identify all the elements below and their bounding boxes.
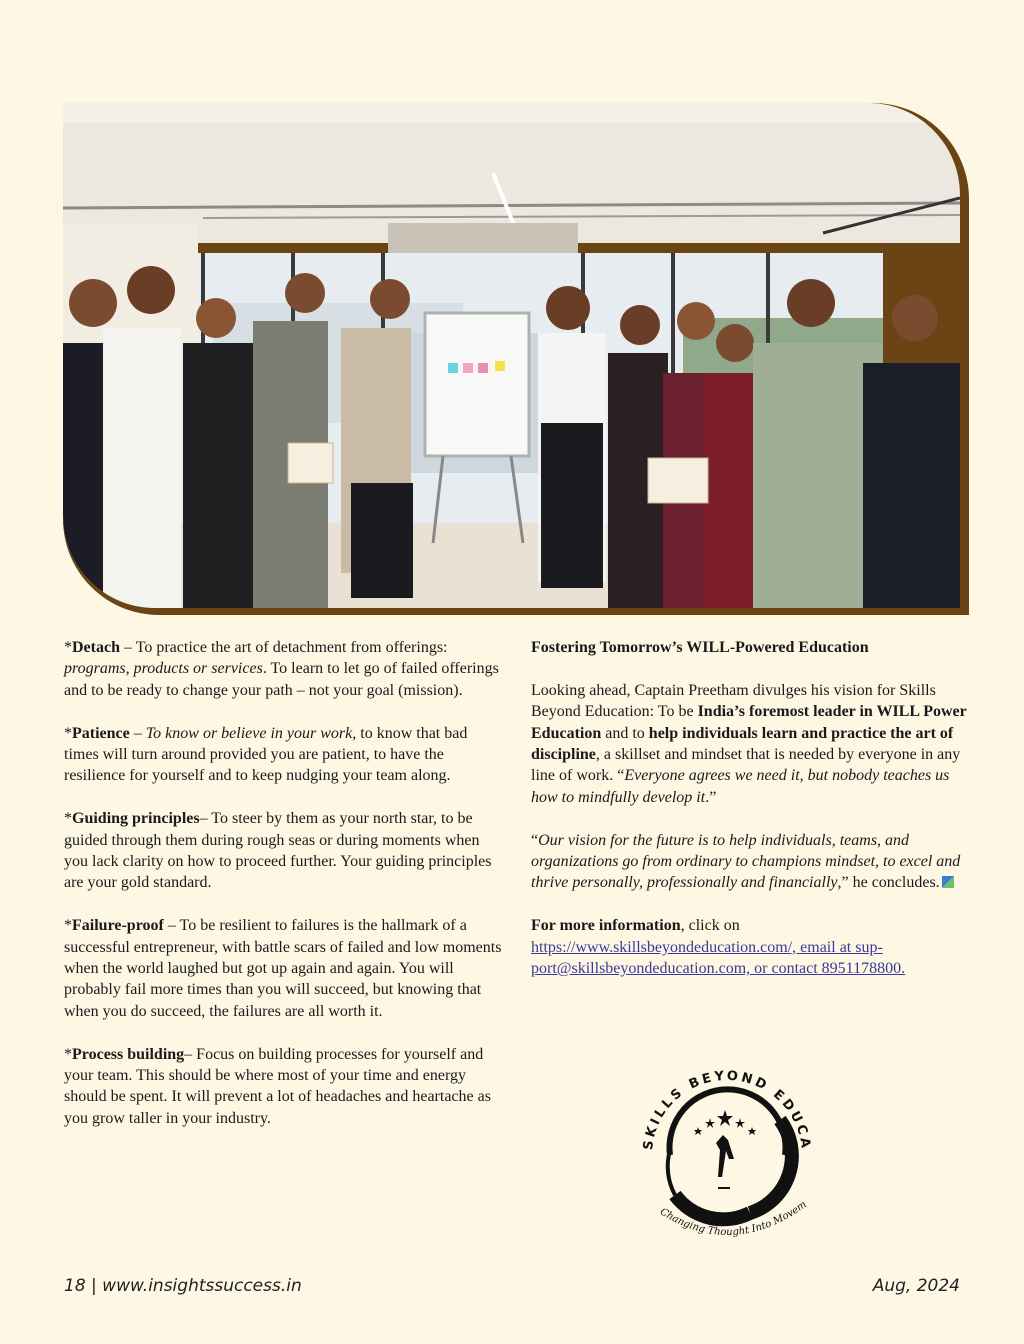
- heading-text: Fostering Tomorrow’s WILL-Powered Education: [531, 639, 869, 656]
- process-text: – Focus on building processes for yourself and your team. This should be where most of your time and energy should be spent. It will prevent a lot of headaches and heartache as you grow taller in your industry.: [64, 1045, 491, 1127]
- contact-link[interactable]: https://www.skillsbeyondeducation.com/, email at sup-port@skillsbeyondeducation.com, or contact 8951178800.: [531, 938, 906, 978]
- detach-text1: – To practice the art of detachment from offerings:: [119, 639, 448, 656]
- item-process: *Process building– Focus on building processes for yourself and your team. This should be where most of your time and energy should be spent. It will prevent a lot of headaches and heartache as you grow taller in your industry.: [64, 1045, 491, 1127]
- guiding-text: – To steer by them as your north star, to be guided through them during rough seas or during moments when you lack clarity on how to proceed further. Your guiding principles are your gold standard.: [64, 810, 492, 892]
- footer-date: Aug, 2024: [872, 1276, 960, 1296]
- p1-b2: help individuals learn and practice the art of discipline: [531, 724, 954, 764]
- detach-label: Detach: [72, 639, 120, 656]
- item-detach: *Detach – To practice the art of detachment from offerings: programs, products or services. To learn to let go of failed offerings and to be ready to change your path – not your goal (mission).: [64, 639, 499, 699]
- item-guiding: *Guiding principles– To steer by them as your north star, to be guided through them during rough seas or during moments when you lack clarity on how to proceed further. Your guiding principles are your gold standard.: [64, 810, 492, 892]
- logo-top-text: SKILLS BEYOND EDUCA: [641, 1068, 813, 1151]
- detach-text2: . To learn to let go of failed offerings and to be ready to change your path – not your goal (mission).: [64, 660, 499, 699]
- skills-beyond-education-logo: [630, 1055, 825, 1255]
- more-info-label: For more information: [531, 917, 681, 935]
- item-patience: *Patience – To know or believe in your work, to know that bad times will turn around provided you are patient, to have the resilience for yourself and to keep nudging your team along.: [64, 724, 468, 785]
- detach-italic: programs, products or services: [64, 660, 263, 678]
- guiding-label: Guiding principles: [72, 810, 200, 828]
- p2-qopen: “: [531, 831, 539, 849]
- patience-italic: To know or believe in your work: [145, 724, 353, 742]
- right-column: [531, 637, 971, 1001]
- vision-paragraph: [531, 680, 971, 808]
- p1-t3: , a skillset and mindset that is needed by everyone in any line of work. “: [531, 746, 961, 785]
- group-photo: [63, 103, 960, 608]
- p1-t2: and to: [601, 724, 649, 742]
- p1-t4: .”: [705, 788, 717, 806]
- more-info-t1: , click on: [680, 917, 740, 935]
- logo-tagline: Changing Thought Into Movem: [657, 1199, 809, 1239]
- photo-frame: [63, 103, 969, 615]
- p1-i1: Everyone agrees we need it, but nobody teaches us how to mindfully develop it: [531, 767, 950, 806]
- patience-text2: , to know that bad times will turn around provided you are patient, to have the resilience for yourself and to keep nudging your team along.: [64, 724, 468, 785]
- end-mark-icon: [942, 876, 954, 888]
- p2-italic: Our vision for the future is to help individuals, teams, and organizations go from ordinary to champions mindset, to excel and thrive personally, professionally and financially: [531, 831, 961, 892]
- footer-page-info: 18 | www.insightssuccess.in: [64, 1276, 302, 1296]
- item-failure: *Failure-proof – To be resilient to failures is the hallmark of a successful entrepreneur, with battle scars of failed and low moments when the world laughed but got up again and again. You will probably fail more times than you will succeed, but knowing that when you do succeed, the failures are all worth it.: [64, 917, 502, 1020]
- patience-label: Patience: [72, 724, 130, 742]
- quote-paragraph: [531, 830, 971, 894]
- p1-t1: Looking ahead, Captain Preetham divulges his vision for Skills Beyond Education: To be: [531, 681, 936, 721]
- patience-text1: –: [129, 724, 146, 742]
- section-heading: [531, 637, 971, 658]
- left-column: [64, 637, 504, 1151]
- failure-text: – To be resilient to failures is the hallmark of a successful entrepreneur, with battle scars of failed and low moments when the world laughed but got up again and again. You will probably fail more times than you will succeed, but knowing that when you do succeed, the failures are all worth it.: [64, 917, 502, 1020]
- process-label: Process building: [72, 1045, 185, 1063]
- p1-b1: India’s foremost leader in WILL Power Education: [531, 703, 967, 742]
- p2-t1: ,” he concludes.: [837, 874, 940, 892]
- more-info-paragraph: [531, 915, 971, 979]
- failure-label: Failure-proof: [72, 917, 164, 935]
